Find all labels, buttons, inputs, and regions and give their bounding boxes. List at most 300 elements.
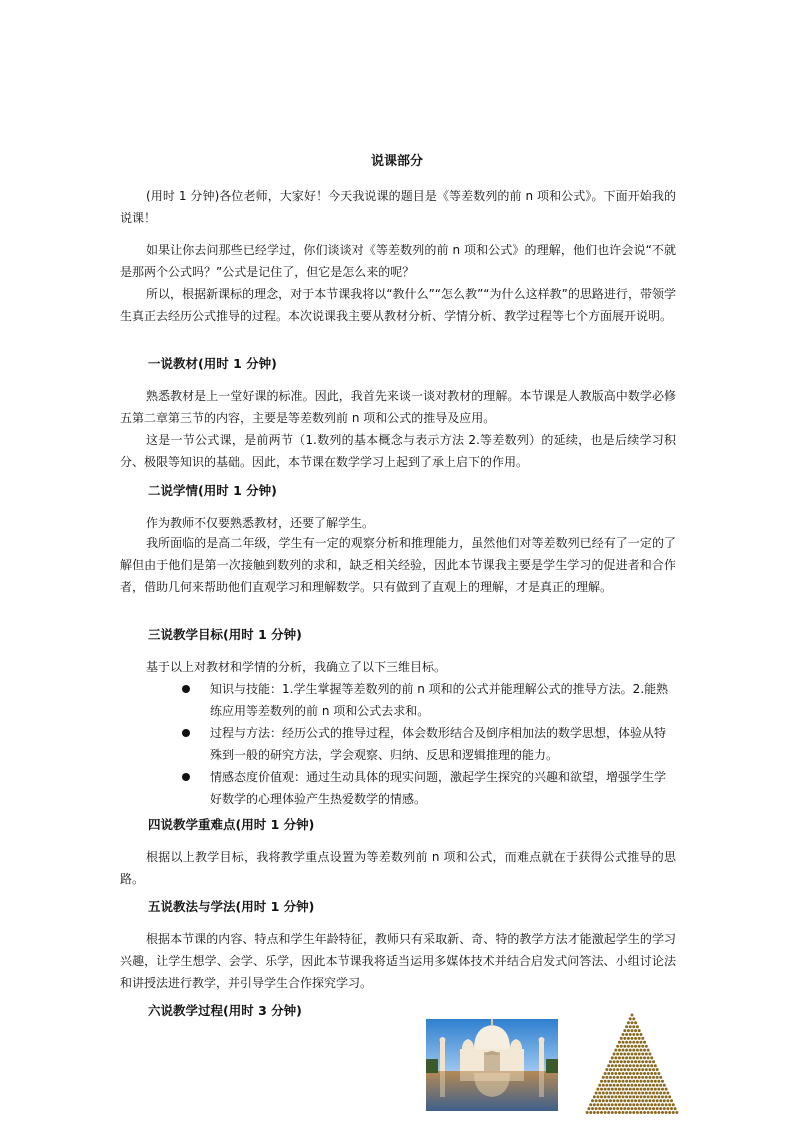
- triangle-dot: [641, 1037, 644, 1040]
- triangle-dot: [636, 1111, 639, 1114]
- triangle-dot: [600, 1103, 603, 1106]
- triangle-dot: [629, 1064, 632, 1067]
- triangle-dot: [639, 1049, 642, 1052]
- triangle-dot: [639, 1088, 642, 1091]
- triangle-dot: [661, 1088, 664, 1091]
- triangle-dot: [632, 1056, 635, 1059]
- triangle-dot: [638, 1084, 641, 1087]
- triangle-dot: [586, 1111, 589, 1114]
- triangle-dot: [638, 1060, 641, 1063]
- triangle-dot: [613, 1060, 616, 1063]
- triangle-dot: [614, 1064, 617, 1067]
- triangle-dot: [636, 1064, 639, 1067]
- triangle-dot: [604, 1072, 607, 1075]
- textbook-paragraph-2: 这是一节公式课，是前两节（1.数列的基本概念与表示方法 2.等差数列）的延续，也是后续学习积分、极限等知识的基础。因此，本节课在数学学习上起到了承上启下的作用。: [120, 433, 676, 469]
- triangle-dot: [622, 1088, 625, 1091]
- triangle-dot: [634, 1053, 637, 1056]
- triangle-dot: [631, 1068, 634, 1071]
- triangle-dot: [638, 1076, 641, 1079]
- triangle-dot: [668, 1103, 671, 1106]
- triangle-dot: [611, 1088, 614, 1091]
- triangle-dot: [654, 1088, 657, 1091]
- triangle-dot: [604, 1111, 607, 1114]
- triangle-dot: [634, 1037, 637, 1040]
- triangle-dot: [629, 1056, 632, 1059]
- triangle-dot: [634, 1029, 637, 1032]
- triangle-dot: [657, 1080, 660, 1083]
- triangle-dot: [627, 1029, 630, 1032]
- page-title: 说课部分: [370, 154, 423, 169]
- triangle-dot: [596, 1088, 599, 1091]
- triangle-dot: [627, 1099, 630, 1102]
- triangle-dot: [620, 1068, 623, 1071]
- triangle-dot: [643, 1041, 646, 1044]
- section-heading-methods: 五说教法与学法(用时 1 分钟): [148, 899, 315, 914]
- triangle-dot: [634, 1068, 637, 1071]
- triangle-dot: [627, 1060, 630, 1063]
- triangle-dot: [661, 1103, 664, 1106]
- triangle-dot: [629, 1025, 632, 1028]
- triangle-dot: [650, 1095, 653, 1098]
- triangle-dot: [600, 1080, 603, 1083]
- triangle-dot: [652, 1076, 655, 1079]
- triangle-dot: [614, 1103, 617, 1106]
- triangle-dot: [666, 1107, 669, 1110]
- triangle-dot: [641, 1084, 644, 1087]
- triangle-dot: [618, 1088, 621, 1091]
- triangle-dot: [607, 1095, 610, 1098]
- triangle-dot: [647, 1088, 650, 1091]
- triangle-dot: [598, 1099, 601, 1102]
- triangle-dot: [634, 1076, 637, 1079]
- triangle-dot: [625, 1056, 628, 1059]
- triangle-dot: [636, 1033, 639, 1036]
- triangle-dot: [632, 1025, 635, 1028]
- triangle-dot: [668, 1111, 671, 1114]
- triangle-dot: [636, 1041, 639, 1044]
- triangle-dot: [611, 1095, 614, 1098]
- triangle-dot: [643, 1111, 646, 1114]
- triangle-dot: [632, 1017, 635, 1020]
- triangle-dot: [623, 1084, 626, 1087]
- triangle-dot: [674, 1107, 677, 1110]
- bullet-icon: [182, 773, 190, 781]
- triangle-dot: [648, 1084, 651, 1087]
- triangle-dot: [641, 1060, 644, 1063]
- triangle-dot: [614, 1072, 617, 1075]
- triangle-dot: [643, 1056, 646, 1059]
- triangle-dot: [629, 1088, 632, 1091]
- dot-triangle-figure: [584, 1012, 680, 1116]
- triangle-dot: [622, 1041, 625, 1044]
- triangle-dot: [629, 1072, 632, 1075]
- triangle-dot: [648, 1060, 651, 1063]
- goal-item-process: 过程与方法：经历公式的推导过程，体会数形结合及倒序相加法的数学思想，体验从特殊到一般的研究方法，学会观察、归纳、反思和逻辑推理的能力。: [120, 722, 676, 766]
- triangle-dot: [654, 1080, 657, 1083]
- triangle-dot: [629, 1041, 632, 1044]
- triangle-dot: [613, 1053, 616, 1056]
- triangle-dot: [657, 1103, 660, 1106]
- triangle-dot: [631, 1021, 634, 1024]
- triangle-dot: [647, 1072, 650, 1075]
- triangle-dot: [641, 1092, 644, 1095]
- triangle-dot: [622, 1064, 625, 1067]
- triangle-dot: [659, 1076, 662, 1079]
- triangle-dot: [620, 1099, 623, 1102]
- triangle-dot: [611, 1064, 614, 1067]
- triangle-dot: [650, 1088, 653, 1091]
- triangle-dot: [636, 1072, 639, 1075]
- triangle-dot: [607, 1103, 610, 1106]
- triangle-dot: [622, 1111, 625, 1114]
- triangle-dot: [647, 1056, 650, 1059]
- triangle-dot: [604, 1080, 607, 1083]
- key-points-paragraph: 根据以上教学目标，我将教学重点设置为等差数列前 n 项和公式，而难点就在于获得公式推导的思路。: [120, 850, 676, 886]
- triangle-dot: [620, 1084, 623, 1087]
- triangle-dot: [623, 1076, 626, 1079]
- triangle-dot: [632, 1103, 635, 1106]
- triangle-dot: [645, 1107, 648, 1110]
- triangle-dot: [652, 1068, 655, 1071]
- triangle-dot: [623, 1099, 626, 1102]
- triangle-dot: [614, 1088, 617, 1091]
- triangle-dot: [611, 1072, 614, 1075]
- triangle-dot: [620, 1045, 623, 1048]
- triangle-dot: [650, 1072, 653, 1075]
- triangle-dot: [627, 1037, 630, 1040]
- triangle-dot: [654, 1103, 657, 1106]
- triangle-dot: [670, 1099, 673, 1102]
- triangle-dot: [605, 1092, 608, 1095]
- triangle-dot: [648, 1076, 651, 1079]
- triangle-dot: [618, 1095, 621, 1098]
- triangle-dot: [666, 1092, 669, 1095]
- triangle-dot: [613, 1068, 616, 1071]
- triangle-dot: [623, 1029, 626, 1032]
- triangle-dot: [657, 1095, 660, 1098]
- triangle-dot: [629, 1017, 632, 1020]
- triangle-dot: [613, 1099, 616, 1102]
- triangle-dot: [638, 1053, 641, 1056]
- triangle-dot: [611, 1056, 614, 1059]
- triangle-dot: [616, 1045, 619, 1048]
- triangle-dot: [665, 1103, 668, 1106]
- triangle-dot: [627, 1076, 630, 1079]
- triangle-dot: [605, 1076, 608, 1079]
- triangle-dot: [638, 1029, 641, 1032]
- triangle-dot: [602, 1092, 605, 1095]
- bullet-icon: [182, 729, 190, 737]
- triangle-dot: [616, 1060, 619, 1063]
- triangle-dot: [627, 1068, 630, 1071]
- triangle-dot: [656, 1068, 659, 1071]
- triangle-dot: [620, 1053, 623, 1056]
- triangle-dot: [593, 1095, 596, 1098]
- triangle-dot: [659, 1107, 662, 1110]
- triangle-dot: [613, 1092, 616, 1095]
- triangle-dot: [648, 1068, 651, 1071]
- triangle-dot: [625, 1041, 628, 1044]
- triangle-dot: [602, 1107, 605, 1110]
- triangle-dot: [661, 1111, 664, 1114]
- triangle-dot: [632, 1064, 635, 1067]
- triangle-dot: [652, 1084, 655, 1087]
- triangle-dot: [618, 1049, 621, 1052]
- triangle-dot: [614, 1056, 617, 1059]
- triangle-dot: [661, 1080, 664, 1083]
- triangle-dot: [591, 1099, 594, 1102]
- triangle-dot: [631, 1053, 634, 1056]
- triangle-dot: [656, 1099, 659, 1102]
- triangle-dot: [657, 1111, 660, 1114]
- triangle-dot: [616, 1068, 619, 1071]
- triangle-dot: [648, 1092, 651, 1095]
- triangle-dot: [618, 1072, 621, 1075]
- triangle-dot: [634, 1084, 637, 1087]
- triangle-dot: [636, 1049, 639, 1052]
- triangle-dot: [643, 1064, 646, 1067]
- triangle-dot: [639, 1033, 642, 1036]
- triangle-dot: [632, 1080, 635, 1083]
- triangle-dot: [631, 1099, 634, 1102]
- triangle-dot: [645, 1068, 648, 1071]
- intro-paragraph-3: 所以，根据新课标的理念，对于本节课我将以“教什么”“怎么教”“为什么这样教”的思路进行，带领学生真正去经历公式推导的过程。本次说课我主要从教材分析、学情分析、教学过程等七个方面展开说明。: [120, 287, 676, 323]
- triangle-dot: [632, 1095, 635, 1098]
- triangle-dot: [647, 1049, 650, 1052]
- triangle-dot: [614, 1095, 617, 1098]
- triangle-dot: [631, 1029, 634, 1032]
- triangle-dot: [614, 1080, 617, 1083]
- triangle-dot: [656, 1107, 659, 1110]
- triangle-dot: [605, 1068, 608, 1071]
- triangle-dot: [609, 1092, 612, 1095]
- triangle-dot: [638, 1045, 641, 1048]
- triangle-dot: [618, 1056, 621, 1059]
- triangle-dot: [607, 1111, 610, 1114]
- triangle-dot: [596, 1111, 599, 1114]
- triangle-dot: [654, 1111, 657, 1114]
- triangle-dot: [648, 1099, 651, 1102]
- triangle-dot: [665, 1095, 668, 1098]
- triangle-dot: [609, 1076, 612, 1079]
- triangle-dot: [645, 1092, 648, 1095]
- triangle-dot: [647, 1064, 650, 1067]
- triangle-dot: [609, 1107, 612, 1110]
- triangle-dot: [636, 1088, 639, 1091]
- triangle-dot: [634, 1099, 637, 1102]
- intro-paragraph-2: 如果让你去问那些已经学过，你们谈谈对《等差数列的前 n 项和公式》的理解，他们也许会说“不就是那两个公式吗？”公式是记住了，但它是怎么来的呢？: [120, 243, 676, 279]
- triangle-dot: [645, 1099, 648, 1102]
- triangle-dot: [650, 1064, 653, 1067]
- triangle-dot: [627, 1084, 630, 1087]
- triangle-dot: [609, 1084, 612, 1087]
- triangle-dot: [636, 1080, 639, 1083]
- triangle-dot: [611, 1111, 614, 1114]
- triangle-dot: [663, 1092, 666, 1095]
- triangle-dot: [634, 1060, 637, 1063]
- triangle-dot: [645, 1053, 648, 1056]
- triangle-dot: [652, 1092, 655, 1095]
- triangle-dot: [620, 1037, 623, 1040]
- triangle-dot: [639, 1056, 642, 1059]
- goals-lead: 基于以上对教材和学情的分析，我确立了以下三维目标。: [146, 660, 447, 674]
- triangle-dot: [627, 1107, 630, 1110]
- triangle-dot: [595, 1092, 598, 1095]
- triangle-dot: [625, 1049, 628, 1052]
- triangle-dot: [641, 1045, 644, 1048]
- triangle-dot: [627, 1053, 630, 1056]
- triangle-dot: [632, 1033, 635, 1036]
- triangle-dot: [634, 1107, 637, 1110]
- triangle-dot: [639, 1064, 642, 1067]
- triangle-dot: [629, 1111, 632, 1114]
- section-heading-process: 六说教学过程(用时 3 分钟): [148, 1003, 302, 1018]
- triangle-dot: [625, 1033, 628, 1036]
- triangle-dot: [614, 1111, 617, 1114]
- triangle-dot: [620, 1092, 623, 1095]
- triangle-dot: [629, 1103, 632, 1106]
- triangle-dot: [625, 1064, 628, 1067]
- triangle-dot: [634, 1045, 637, 1048]
- triangle-dot: [593, 1111, 596, 1114]
- triangle-dot: [659, 1084, 662, 1087]
- triangle-dot: [593, 1103, 596, 1106]
- triangle-dot: [631, 1060, 634, 1063]
- goal-item-attitude: 情感态度价值观：通过生动具体的现实问题，激起学生探究的兴趣和欲望，增强学生学好数学的心理体验产生热爱数学的情感。: [120, 766, 676, 810]
- triangle-dot: [600, 1111, 603, 1114]
- triangle-dot: [647, 1095, 650, 1098]
- triangle-dot: [659, 1099, 662, 1102]
- triangle-dot: [656, 1092, 659, 1095]
- bullet-icon: [182, 685, 190, 693]
- triangle-dot: [639, 1072, 642, 1075]
- taj-mahal-photo: [426, 1019, 558, 1111]
- goals-list: [120, 678, 676, 810]
- triangle-dot: [618, 1103, 621, 1106]
- triangle-dot: [613, 1107, 616, 1110]
- triangle-dot: [596, 1103, 599, 1106]
- triangle-dot: [638, 1107, 641, 1110]
- triangle-dot: [604, 1095, 607, 1098]
- triangle-dot: [589, 1111, 592, 1114]
- triangle-dot: [618, 1064, 621, 1067]
- triangle-dot: [652, 1099, 655, 1102]
- triangle-dot: [595, 1107, 598, 1110]
- triangle-dot: [670, 1107, 673, 1110]
- triangle-dot: [654, 1072, 657, 1075]
- triangle-dot: [672, 1103, 675, 1106]
- triangle-dot: [609, 1060, 612, 1063]
- triangle-dot: [650, 1080, 653, 1083]
- triangle-dot: [636, 1095, 639, 1098]
- triangle-dot: [616, 1053, 619, 1056]
- triangle-dot: [652, 1060, 655, 1063]
- triangle-dot: [589, 1103, 592, 1106]
- triangle-dot: [616, 1092, 619, 1095]
- triangle-dot: [634, 1021, 637, 1024]
- triangle-dot: [618, 1041, 621, 1044]
- triangle-dot: [639, 1080, 642, 1083]
- triangle-dot: [638, 1068, 641, 1071]
- triangle-dot: [659, 1092, 662, 1095]
- triangle-dot: [643, 1095, 646, 1098]
- triangle-dot: [616, 1107, 619, 1110]
- triangle-dot: [623, 1053, 626, 1056]
- triangle-dot: [632, 1049, 635, 1052]
- triangle-dot: [625, 1025, 628, 1028]
- triangle-dot: [607, 1080, 610, 1083]
- triangle-dot: [652, 1107, 655, 1110]
- triangle-dot: [639, 1095, 642, 1098]
- triangle-dot: [663, 1084, 666, 1087]
- triangle-dot: [622, 1056, 625, 1059]
- triangle-dot: [618, 1111, 621, 1114]
- triangle-dot: [641, 1107, 644, 1110]
- triangle-dot: [631, 1092, 634, 1095]
- triangle-dot: [623, 1037, 626, 1040]
- section-heading-textbook: 一说教材(用时 1 分钟): [148, 356, 277, 371]
- dot-triangle: [584, 1012, 680, 1116]
- triangle-dot: [614, 1049, 617, 1052]
- triangle-dot: [663, 1099, 666, 1102]
- triangle-dot: [639, 1041, 642, 1044]
- triangle-dot: [623, 1068, 626, 1071]
- triangle-dot: [641, 1099, 644, 1102]
- triangle-dot: [607, 1064, 610, 1067]
- triangle-dot: [638, 1092, 641, 1095]
- triangle-dot: [616, 1076, 619, 1079]
- triangle-dot: [638, 1037, 641, 1040]
- triangle-dot: [620, 1076, 623, 1079]
- triangle-dot: [613, 1084, 616, 1087]
- triangle-dot: [641, 1053, 644, 1056]
- triangle-dot: [654, 1095, 657, 1098]
- triangle-dot: [600, 1088, 603, 1091]
- triangle-dot: [625, 1111, 628, 1114]
- triangle-dot: [602, 1084, 605, 1087]
- triangle-dot: [657, 1072, 660, 1075]
- triangle-dot: [629, 1095, 632, 1098]
- triangle-dot: [645, 1076, 648, 1079]
- students-paragraph-1: 作为教师不仅要熟悉教材，还要了解学生。: [146, 516, 375, 530]
- triangle-dot: [645, 1084, 648, 1087]
- triangle-dot: [650, 1056, 653, 1059]
- triangle-dot: [607, 1072, 610, 1075]
- triangle-dot: [631, 1076, 634, 1079]
- triangle-dot: [627, 1045, 630, 1048]
- triangle-dot: [647, 1080, 650, 1083]
- triangle-dot: [625, 1080, 628, 1083]
- triangle-dot: [643, 1049, 646, 1052]
- triangle-dot: [631, 1014, 634, 1017]
- triangle-dot: [625, 1088, 628, 1091]
- triangle-dot: [632, 1088, 635, 1091]
- triangle-dot: [607, 1088, 610, 1091]
- triangle-dot: [631, 1045, 634, 1048]
- triangle-dot: [629, 1049, 632, 1052]
- triangle-dot: [600, 1095, 603, 1098]
- triangle-dot: [661, 1095, 664, 1098]
- triangle-dot: [647, 1111, 650, 1114]
- triangle-dot: [648, 1107, 651, 1110]
- triangle-dot: [631, 1107, 634, 1110]
- triangle-dot: [627, 1092, 630, 1095]
- triangle-dot: [648, 1053, 651, 1056]
- triangle-dot: [639, 1103, 642, 1106]
- section-heading-students: 二说学情(用时 1 分钟): [148, 483, 277, 498]
- triangle-dot: [668, 1095, 671, 1098]
- section-heading-key-points: 四说教学重难点(用时 1 分钟): [148, 817, 315, 832]
